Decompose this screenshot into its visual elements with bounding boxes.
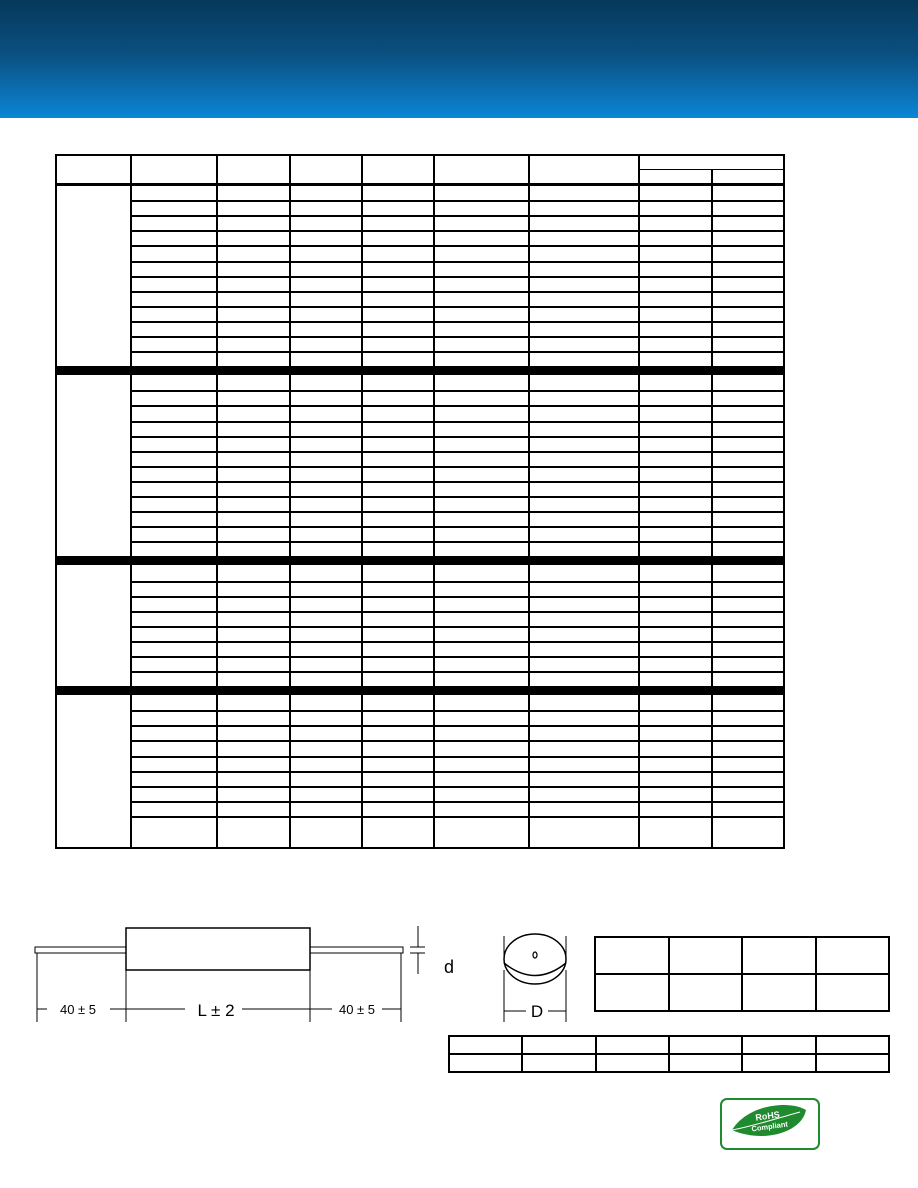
capacitor-body (126, 928, 310, 970)
rohs-line1: RoHS (754, 1109, 781, 1123)
row-line (130, 541, 785, 543)
rohs-compliant-badge (720, 1098, 820, 1150)
row-line (130, 215, 785, 217)
lead-cell (742, 1036, 815, 1054)
lead-spec-table (448, 1035, 890, 1073)
lead-length-right-label: 40 ± 5 (338, 1002, 376, 1017)
end-view-circle (504, 934, 566, 984)
dim-cell (742, 937, 816, 974)
table-border-bottom (55, 847, 785, 849)
group-separator (55, 366, 785, 375)
dim-cell (595, 937, 669, 974)
group-separator (55, 686, 785, 695)
table-border-right (783, 154, 785, 849)
lead-cell (742, 1054, 815, 1072)
row-line (130, 801, 785, 803)
column-line (361, 154, 363, 849)
dimensions-table (594, 936, 890, 1012)
row-line (130, 526, 785, 528)
table-border-top (55, 154, 785, 156)
column-line (638, 154, 640, 849)
row-line (130, 466, 785, 468)
table-border-left (55, 154, 57, 849)
header-divider (55, 183, 785, 186)
dim-cell (669, 937, 743, 974)
rohs-line2: Compliant (750, 1119, 789, 1134)
row-line (130, 786, 785, 788)
row-line (130, 740, 785, 742)
column-line (130, 154, 132, 849)
row-line (130, 421, 785, 423)
lead-cell (596, 1054, 669, 1072)
row-line (130, 276, 785, 278)
row-line (130, 451, 785, 453)
right-lead (310, 947, 403, 953)
row-line (130, 756, 785, 758)
body-length-label: L ± 2 (197, 1001, 235, 1020)
column-line (433, 154, 435, 849)
lead-cell (522, 1036, 595, 1054)
row-line (130, 245, 785, 247)
group-separator (55, 556, 785, 565)
row-line (130, 321, 785, 323)
row-line (130, 336, 785, 338)
lead-cell (669, 1054, 742, 1072)
dim-cell (816, 937, 890, 974)
lead-cell (522, 1054, 595, 1072)
lead-cell (816, 1036, 889, 1054)
column-line (289, 154, 291, 849)
row-line (130, 306, 785, 308)
dim-cell (816, 974, 890, 1011)
lead-cell (449, 1036, 522, 1054)
row-line (130, 641, 785, 643)
left-lead (35, 947, 126, 953)
row-line (130, 291, 785, 293)
row-line (130, 611, 785, 613)
column-line (216, 154, 218, 849)
dim-cell (742, 974, 816, 1011)
dim-cell (595, 974, 669, 1011)
lead-cell (596, 1036, 669, 1054)
body-diameter-label: D (530, 1002, 544, 1021)
row-line (130, 725, 785, 727)
row-line (130, 626, 785, 628)
row-line (130, 405, 785, 407)
lead-cell (816, 1054, 889, 1072)
row-line (130, 436, 785, 438)
row-line (130, 351, 785, 353)
row-line (130, 390, 785, 392)
row-line (130, 511, 785, 513)
column-line (528, 154, 530, 849)
row-line (130, 261, 785, 263)
row-line (130, 581, 785, 583)
row-line (130, 200, 785, 202)
row-line (130, 816, 785, 818)
row-line (130, 656, 785, 658)
capacitor-outline-drawing (20, 918, 580, 1033)
lead-cell (669, 1036, 742, 1054)
row-line (130, 481, 785, 483)
row-line (130, 710, 785, 712)
row-line (130, 596, 785, 598)
row-line (130, 230, 785, 232)
lead-length-left-label: 40 ± 5 (59, 1002, 97, 1017)
row-line (130, 771, 785, 773)
dim-cell (669, 974, 743, 1011)
row-line (130, 671, 785, 673)
lead-cell (449, 1054, 522, 1072)
column-line (711, 169, 713, 849)
row-line (130, 496, 785, 498)
header-banner (0, 0, 918, 118)
lead-diameter-label: d (444, 957, 455, 977)
